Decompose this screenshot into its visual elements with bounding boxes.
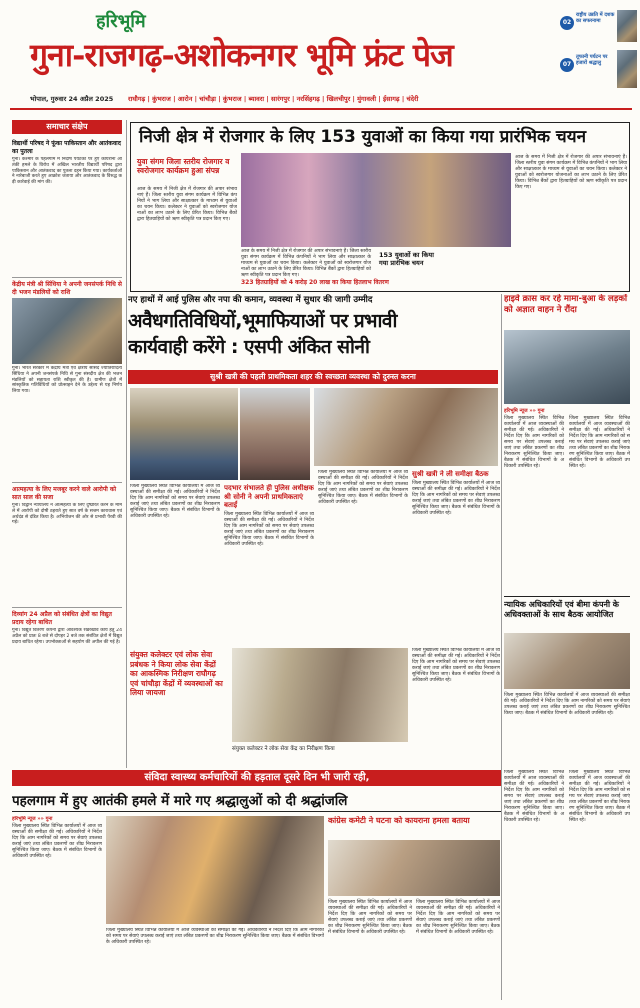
pahalgam-byline: हरिभूमि न्यूज »» गुना — [12, 816, 53, 822]
meeting-photo — [314, 388, 498, 466]
pahalgam-headline[interactable]: पहलगाम में हुए आतंकी हमले में मारे गए श्रद्धालुओं को दी श्रद्धांजलि — [12, 790, 502, 812]
banner-line-1: अवैधगतिविधियों,भूमाफियाओं पर प्रभावी — [128, 310, 397, 332]
ear-number: 02 — [560, 16, 574, 30]
inspection-photo — [232, 648, 408, 742]
col-rule — [501, 294, 502, 1000]
sp-story-col2 — [224, 484, 314, 644]
sp-body: जिला मुख्यालय स्थित विभिन्न कार्यालयों में आज व्यवस्थाओं की समीक्षा की गई। अधिकारियों ने निर्देश दिए कि आम नागरिकों को समय पर सेवाएं उपलब्ध कराई जाएं तथा लंबित प्रकरणों का शीघ्र निराकरण सुनिश्चित किया जाए। बैठक में संबंधित विभागों के अधिकारी उपस्थित रहे। — [224, 511, 314, 547]
congress-photo — [328, 840, 500, 896]
samvida-headline: संविदा स्वास्थ्य कर्मचारियों की हड़ताल दूसरे दिन भी जारी रही, — [144, 772, 370, 783]
accident-story[interactable] — [504, 294, 630, 592]
brief-body: गुना। कश्मीर के पहलगाम में निर्दोष पर्यटकों पर हुए कायराना आतंकी हमले के विरोध में अखिल भारतीय विद्यार्थी परिषद द्वारा पाकिस्तान और आतंकवाद का पुतला दहन किया गया। कार्यकर्ताओं ने नारेबाजी करते हुए आक्रोश जताया और आतंकवाद के विरुद्ध कड़ी कार्रवाई की मांग की। — [12, 157, 122, 186]
brief-item[interactable] — [12, 277, 122, 478]
judicial-photo — [504, 633, 630, 689]
tribute-photo — [106, 816, 324, 924]
banner-strap — [128, 370, 498, 384]
lead-headline: निजी क्षेत्र में रोजगार के लिए 153 युवाओं का किया गया प्रारंभिक चयन — [139, 127, 587, 147]
masthead-rule — [10, 108, 632, 110]
sp-story-col3 — [318, 470, 408, 644]
kicker: नए हाथों में आई पुलिस और नपा की कमान, व्यवस्था में सुधार की जागी उम्मीद — [128, 295, 373, 305]
inspection-story[interactable] — [130, 648, 500, 766]
pahalgam-col2 — [106, 928, 324, 1002]
review-subhead: सुश्री खत्री ने ली समीक्षा बैठक — [412, 470, 489, 478]
sp-body: जिला मुख्यालय स्थित विभिन्न कार्यालयों में आज व्यवस्थाओं की समीक्षा की गई। अधिकारियों ने निर्देश दिए कि आम नागरिकों को समय पर सेवाएं उपलब्ध कराई जाएं तथा लंबित प्रकरणों का शीघ्र निराकरण सुनिश्चित किया जाए। बैठक में संबंधित विभागों के अधिकारी उपस्थित रहे। — [318, 470, 408, 505]
sidebar-header: समाचार संक्षेप — [12, 120, 122, 134]
lead-subhead-2: 153 युवाओं का किया गया प्रारंभिक चयन — [379, 251, 434, 267]
review-body: जिला मुख्यालय स्थित विभिन्न कार्यालयों में आज व्यवस्थाओं की समीक्षा की गई। अधिकारियों ने निर्देश दिए कि आम नागरिकों को समय पर सेवाएं उपलब्ध कराई जाएं तथा लंबित प्रकरणों का शीघ्र निराकरण सुनिश्चित किया जाए। बैठक में संबंधित विभागों के अधिकारी उपस्थित रहे। — [412, 480, 500, 516]
sp-subhead: पदभार संभालते ही पुलिस अधीक्षक श्री सोनी ने अपनी प्राथमिकताएं बताईं — [224, 484, 314, 509]
ear-text: तूफानी पर्यटन पर हजारों श्रद्धालु — [576, 54, 608, 66]
col-rule — [126, 120, 127, 768]
brief-body: गुना। भारत सरकार में केंद्रीय मंत्री एवं क्षेत्रीय सांसद ज्योतिरादित्य सिंधिया ने अपनी जनसंपर्क निधि से गुना संसदीय क्षेत्र की भजन मंडलियों को सहायता राशि स्वीकृत की है। ग्रामीण क्षेत्रों में सांस्कृतिक गतिविधियों को प्रोत्साहन देने के उद्देश्य से यह निर्णय लिया गया। — [12, 366, 122, 395]
pahalgam-body-2: जिला मुख्यालय स्थित विभिन्न कार्यालयों में आज व्यवस्थाओं की समीक्षा की गई। अधिकारियों ने निर्देश दिए कि आम नागरिकों को समय पर सेवाएं उपलब्ध कराई जाएं तथा लंबित प्रकरणों का शीघ्र निराकरण सुनिश्चित किया जाए। बैठक में संबंधित विभागों के अधिकारी उपस्थित रहे। — [106, 928, 324, 945]
judicial-headline: न्यायिक अधिकारियों एवं बीमा कंपनी के अधिवक्ताओं के साथ बैठक आयोजित — [504, 600, 619, 619]
judicial-body: जिला मुख्यालय स्थित विभिन्न कार्यालयों में आज व्यवस्थाओं की समीक्षा की गई। अधिकारियों ने निर्देश दिए कि आम नागरिकों को समय पर सेवाएं उपलब्ध कराई जाएं तथा लंबित प्रकरणों का शीघ्र निराकरण सुनिश्चित किया जाए। बैठक में संबंधित विभागों के अधिकारी उपस्थित रहे। — [504, 693, 630, 716]
ear-number: 07 — [560, 58, 574, 72]
inspection-headline: संयुक्त कलेक्टर एवं लोक सेवा प्रबंधक ने किया लोक सेवा केंद्रों का आकस्मिक निरीक्षण राघौगढ़ एवं चांचौड़ा केंद्रों में व्यवस्थाओं का लिया जायजा — [130, 650, 223, 697]
lead-caption: 323 हितग्राहियों को 4 करोड़ 20 लाख का किया हितलाभ वितरण — [241, 279, 389, 286]
samvida-text: जिला मुख्यालय स्थित विभिन्न कार्यालयों में आज व्यवस्थाओं की समीक्षा की गई। अधिकारियों ने निर्देश दिए कि आम नागरिकों को समय पर सेवाएं उपलब्ध कराई जाएं तथा लंबित प्रकरणों का शीघ्र निराकरण सुनिश्चित किया जाए। बैठक में संबंधित विभागों के अधिकारी उपस्थित रहे। — [504, 770, 564, 823]
samvida-body — [504, 770, 630, 1000]
brief-headline: केंद्रीय मंत्री श्री सिंधिया ने अपनी जनसंपर्क निधि से दी भजन मंडलियों को राशि — [12, 281, 122, 296]
brief-item[interactable] — [12, 140, 122, 273]
brief-headline: आत्महत्या के लिए मजबूर करने वाले आरोपी को सात साल की सजा — [12, 486, 117, 501]
ear-top[interactable] — [560, 10, 638, 44]
ear-photo — [617, 50, 637, 88]
judicial-story[interactable] — [504, 596, 630, 766]
accident-byline: हरिभूमि न्यूज »» गुना — [504, 408, 545, 414]
banner-line-2: कार्यवाही करेंगे : एसपी अंकित सोनी — [128, 336, 370, 358]
sp-body: जिला मुख्यालय स्थित विभिन्न कार्यालयों में आज व्यवस्थाओं की समीक्षा की गई। अधिकारियों ने निर्देश दिए कि आम नागरिकों को समय पर सेवाएं उपलब्ध कराई जाएं तथा लंबित प्रकरणों का शीघ्र निराकरण सुनिश्चित किया जाए। बैठक में संबंधित विभागों के अधिकारी उपस्थित रहे। — [130, 484, 220, 519]
pahalgam-body: जिला मुख्यालय स्थित विभिन्न कार्यालयों में आज व्यवस्थाओं की समीक्षा की गई। अधिकारियों ने निर्देश दिए कि आम नागरिकों को समय पर सेवाएं उपलब्ध कराई जाएं तथा लंबित प्रकरणों का शीघ्र निराकरण सुनिश्चित किया जाए। बैठक में संबंधित विभागों के अधिकारी उपस्थित रहे। — [12, 824, 102, 859]
news-brief-sidebar — [12, 120, 122, 828]
lead-body-2: आज के समय में निजी क्षेत्र में रोजगार की अपार संभावनाएं हैं। जिला स्तरीय युवा संगम कार्यक्रम में विभिन्न कंपनियों ने भाग लिया और साक्षात्कार के माध्यम से युवाओं का चयन किया। कलेक्टर ने युवाओं को स्वरोजगार योजनाओं का लाभ उठाने के लिए प्रेरित किया। विभिन्न बैंकों द्वारा हितग्राहियों को ऋण स्वीकृति पत्र प्रदान किए गए। — [241, 249, 371, 278]
brief-item[interactable] — [12, 607, 122, 748]
brief-photo — [12, 298, 122, 364]
ear-photo — [617, 10, 637, 42]
dateline: भोपाल, गुरुवार 24 अप्रैल 2025 — [30, 95, 114, 103]
brand-logo: हरिभूमि — [96, 11, 146, 32]
review-story — [412, 470, 500, 644]
congress-body-2: जिला मुख्यालय स्थित विभिन्न कार्यालयों में आज व्यवस्थाओं की समीक्षा की गई। अधिकारियों ने निर्देश दिए कि आम नागरिकों को समय पर सेवाएं उपलब्ध कराई जाएं तथा लंबित प्रकरणों का शीघ्र निराकरण सुनिश्चित किया जाए। बैठक में संबंधित विभागों के अधिकारी उपस्थित रहे। — [416, 900, 500, 935]
samvida-text-2: जिला मुख्यालय स्थित विभिन्न कार्यालयों में आज व्यवस्थाओं की समीक्षा की गई। अधिकारियों ने निर्देश दिए कि आम नागरिकों को समय पर सेवाएं उपलब्ध कराई जाएं तथा लंबित प्रकरणों का शीघ्र निराकरण सुनिश्चित किया जाए। बैठक में संबंधित विभागों के अधिकारी उपस्थित रहे। — [569, 770, 630, 823]
ear-text: राष्ट्रीय उन्नति में दशक का सफरनामा — [576, 12, 615, 24]
sp-photo — [130, 388, 238, 480]
lead-body-3: आज के समय में निजी क्षेत्र में रोजगार की अपार संभावनाएं हैं। जिला स्तरीय युवा संगम कार्यक्रम में विभिन्न कंपनियों ने भाग लिया और साक्षात्कार के माध्यम से युवाओं का चयन किया। कलेक्टर ने युवाओं को स्वरोजगार योजनाओं का लाभ उठाने के लिए प्रेरित किया। विभिन्न बैंकों द्वारा हितग्राहियों को ऋण स्वीकृति पत्र प्रदान किए गए। — [515, 155, 627, 190]
lead-subhead: युवा संगम जिला स्तरीय रोजगार व स्वरोजगार कार्यक्रम हुआ संपन्न — [137, 157, 230, 175]
city-bar: राघौगढ़ | कुंभराज | आरोन | चांचौड़ा | कुंभराज | ब्यावरा | सारंगपुर | नरसिंहगढ़ | खिलचीपुर | मुंगावली | ईसागढ़ | चंदेरी — [128, 95, 419, 103]
inspection-body: जिला मुख्यालय स्थित विभिन्न कार्यालयों में आज व्यवस्थाओं की समीक्षा की गई। अधिकारियों ने निर्देश दिए कि आम नागरिकों को समय पर सेवाएं उपलब्ध कराई जाएं तथा लंबित प्रकरणों का शीघ्र निराकरण सुनिश्चित किया जाए। बैठक में संबंधित विभागों के अधिकारी उपस्थित रहे। — [412, 648, 500, 683]
brief-headline: दिव्यांग 24 अप्रैल को संबंधित क्षेत्रों का विद्युत प्रदाय रहेगा बाधित — [12, 611, 112, 626]
accident-body-2: जिला मुख्यालय स्थित विभिन्न कार्यालयों में आज व्यवस्थाओं की समीक्षा की गई। अधिकारियों ने निर्देश दिए कि आम नागरिकों को समय पर सेवाएं उपलब्ध कराई जाएं तथा लंबित प्रकरणों का शीघ्र निराकरण सुनिश्चित किया जाए। बैठक में संबंधित विभागों के अधिकारी उपस्थित रहे। — [569, 416, 630, 469]
brief-body: गुना। विद्वान न्यायालय ने आत्महत्या के लिए दुष्प्रेरित करने के मामले में आरोपी को दोषी ठहराते हुए सात वर्ष के सश्रम कारावास एवं अर्थदंड से दंडित किया है। अभियोजन की ओर से प्रभावी पैरवी की गई। — [12, 503, 122, 526]
brief-item[interactable] — [12, 482, 122, 603]
lead-body: आज के समय में निजी क्षेत्र में रोजगार की अपार संभावनाएं हैं। जिला स्तरीय युवा संगम कार्यक्रम में विभिन्न कंपनियों ने भाग लिया और साक्षात्कार के माध्यम से युवाओं का चयन किया। कलेक्टर ने युवाओं को स्वरोजगार योजनाओं का लाभ उठाने के लिए प्रेरित किया। विभिन्न बैंकों द्वारा हितग्राहियों को ऋण स्वीकृति पत्र प्रदान किए गए। — [137, 187, 237, 222]
accident-headline: हाइवे क्रास कर रहे मामा-बुआ के लड़कों को अज्ञात वाहन ने रौंदा — [504, 294, 628, 315]
brief-body: गुना। विद्युत वितरण कंपनी द्वारा आवश्यक रखरखाव कार्य हेतु 24 अप्रैल को प्रातः 8 बजे से दोपहर 2 बजे तक संबंधित क्षेत्रों में विद्युत प्रदाय बाधित रहेगा। उपभोक्ताओं से सहयोग की अपील की गई है। — [12, 628, 122, 645]
lead-photo — [241, 153, 511, 247]
congress-headline: कांग्रेस कमेटी ने घटना को कायराना हमला बताया — [328, 816, 470, 825]
pahalgam-col1 — [12, 816, 102, 1002]
congress-story[interactable] — [328, 816, 500, 1002]
masthead — [0, 0, 640, 134]
accident-photo — [504, 330, 630, 404]
lead-story[interactable] — [130, 122, 630, 292]
inspection-caption: संयुक्त कलेक्टर ने लोक सेवा केंद्र का निरीक्षण किया — [232, 746, 335, 752]
sp-story-col1 — [130, 484, 220, 644]
congress-body: जिला मुख्यालय स्थित विभिन्न कार्यालयों में आज व्यवस्थाओं की समीक्षा की गई। अधिकारियों ने निर्देश दिए कि आम नागरिकों को समय पर सेवाएं उपलब्ध कराई जाएं तथा लंबित प्रकरणों का शीघ्र निराकरण सुनिश्चित किया जाए। बैठक में संबंधित विभागों के अधिकारी उपस्थित रहे। — [328, 900, 412, 935]
commissioner-photo — [240, 388, 310, 480]
brief-headline: विद्यार्थी परिषद ने फूंका पाकिस्तान और आतंकवाद का पुतला — [12, 140, 121, 155]
samvida-strip[interactable] — [12, 770, 502, 786]
strap-text: सुश्री खत्री की पहली प्राथमिकता शहर की स्वच्छता व्यवस्था को दुरुस्त करना — [210, 372, 416, 381]
accident-body: जिला मुख्यालय स्थित विभिन्न कार्यालयों में आज व्यवस्थाओं की समीक्षा की गई। अधिकारियों ने निर्देश दिए कि आम नागरिकों को समय पर सेवाएं उपलब्ध कराई जाएं तथा लंबित प्रकरणों का शीघ्र निराकरण सुनिश्चित किया जाए। बैठक में संबंधित विभागों के अधिकारी उपस्थित रहे। — [504, 416, 564, 469]
page-title: गुना-राजगढ़-अशोकनगर भूमि फ्रंट पेज — [30, 36, 453, 74]
ear-bottom[interactable] — [560, 50, 638, 90]
